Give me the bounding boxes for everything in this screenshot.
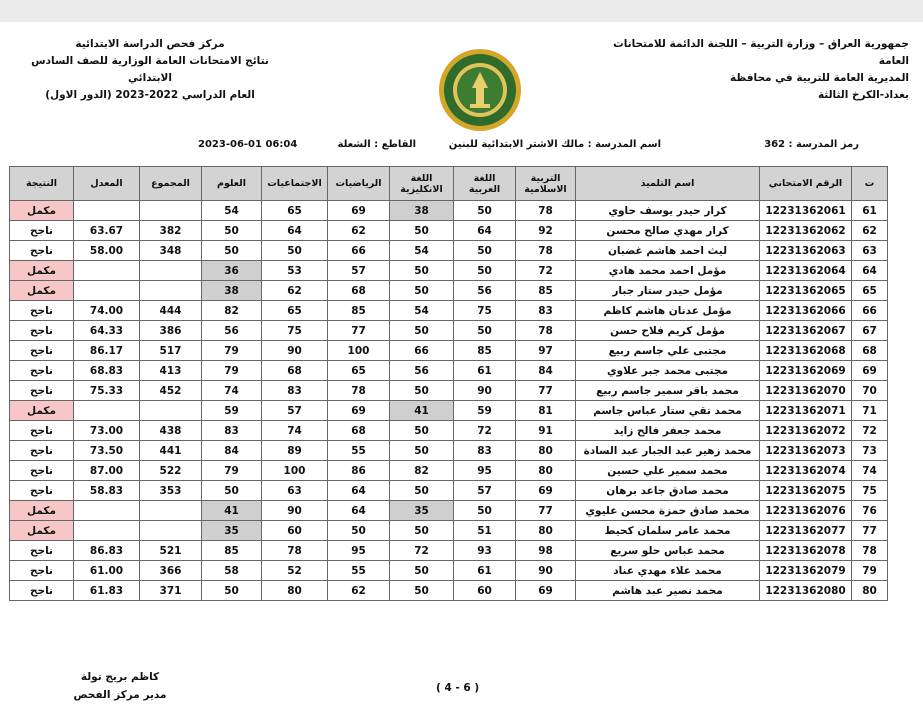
row-number: 69	[852, 361, 888, 381]
total-score: 386	[140, 321, 202, 341]
total-score	[140, 261, 202, 281]
english-score: 50	[390, 381, 454, 401]
islamic-score: 80	[516, 461, 576, 481]
col-header: العلوم	[202, 167, 262, 201]
islamic-score: 98	[516, 541, 576, 561]
exam-number: 12231362069	[760, 361, 852, 381]
social-score: 75	[262, 321, 328, 341]
average-score: 75.33	[74, 381, 140, 401]
arabic-score: 59	[454, 401, 516, 421]
average-score: 58.83	[74, 481, 140, 501]
english-score: 41	[390, 401, 454, 421]
average-score: 87.00	[74, 461, 140, 481]
english-score: 50	[390, 581, 454, 601]
row-number: 80	[852, 581, 888, 601]
result-status: ناجح	[10, 361, 74, 381]
student-name: محمد تقي ستار عباس جاسم	[576, 401, 760, 421]
science-score: 50	[202, 581, 262, 601]
row-number: 62	[852, 221, 888, 241]
row-number: 71	[852, 401, 888, 421]
arabic-score: 93	[454, 541, 516, 561]
math-score: 65	[328, 361, 390, 381]
result-status: ناجح	[10, 461, 74, 481]
total-score: 371	[140, 581, 202, 601]
row-number: 61	[852, 201, 888, 221]
arabic-score: 85	[454, 341, 516, 361]
social-score: 60	[262, 521, 328, 541]
exam-number: 12231362074	[760, 461, 852, 481]
student-name: مؤمل كريم فلاح حسن	[576, 321, 760, 341]
average-score	[74, 201, 140, 221]
result-status: مكمل	[10, 281, 74, 301]
total-score: 366	[140, 561, 202, 581]
student-name: مجتبى علي جاسم ربيع	[576, 341, 760, 361]
english-score: 54	[390, 301, 454, 321]
average-score	[74, 401, 140, 421]
student-name: كرار مهدي صالح محسن	[576, 221, 760, 241]
average-score: 68.83	[74, 361, 140, 381]
social-score: 83	[262, 381, 328, 401]
exam-number: 12231362071	[760, 401, 852, 421]
islamic-score: 80	[516, 521, 576, 541]
exam-number: 12231362061	[760, 201, 852, 221]
total-score	[140, 201, 202, 221]
arabic-score: 75	[454, 301, 516, 321]
science-score: 83	[202, 421, 262, 441]
average-score: 86.83	[74, 541, 140, 561]
col-header: الاجتماعيات	[262, 167, 328, 201]
english-score: 50	[390, 281, 454, 301]
arabic-score: 57	[454, 481, 516, 501]
math-score: 69	[328, 201, 390, 221]
english-score: 54	[390, 241, 454, 261]
result-status: ناجح	[10, 321, 74, 341]
student-name: محمد جعفر فالح زايد	[576, 421, 760, 441]
table-row	[10, 281, 888, 301]
islamic-score: 80	[516, 441, 576, 461]
science-score: 79	[202, 341, 262, 361]
exam-number: 12231362079	[760, 561, 852, 581]
header-ministry-block	[609, 36, 909, 104]
science-score: 50	[202, 241, 262, 261]
row-number: 64	[852, 261, 888, 281]
result-status: ناجح	[10, 241, 74, 261]
signature-block	[60, 668, 180, 704]
row-number: 72	[852, 421, 888, 441]
average-score: 61.00	[74, 561, 140, 581]
signer-title: مدير مركز الفحص	[73, 689, 167, 701]
islamic-score: 84	[516, 361, 576, 381]
average-score	[74, 501, 140, 521]
exam-number: 12231362066	[760, 301, 852, 321]
math-score: 86	[328, 461, 390, 481]
exam-number: 12231362065	[760, 281, 852, 301]
result-status: ناجح	[10, 561, 74, 581]
exam-number: 12231362070	[760, 381, 852, 401]
science-score: 41	[202, 501, 262, 521]
row-number: 65	[852, 281, 888, 301]
islamic-score: 81	[516, 401, 576, 421]
exam-number: 12231362077	[760, 521, 852, 541]
arabic-score: 95	[454, 461, 516, 481]
science-score: 50	[202, 221, 262, 241]
science-score: 59	[202, 401, 262, 421]
student-name: مؤمل حيدر ستار جبار	[576, 281, 760, 301]
exam-number: 12231362080	[760, 581, 852, 601]
result-status: مكمل	[10, 201, 74, 221]
science-score: 56	[202, 321, 262, 341]
table-row	[10, 481, 888, 501]
english-score: 50	[390, 441, 454, 461]
social-score: 52	[262, 561, 328, 581]
average-score: 61.83	[74, 581, 140, 601]
arabic-score: 83	[454, 441, 516, 461]
arabic-score: 60	[454, 581, 516, 601]
math-score: 95	[328, 541, 390, 561]
science-score: 36	[202, 261, 262, 281]
col-header: التربية الاسلامية	[516, 167, 576, 201]
social-score: 68	[262, 361, 328, 381]
result-status: ناجح	[10, 481, 74, 501]
science-score: 84	[202, 441, 262, 461]
total-score: 522	[140, 461, 202, 481]
english-score: 35	[390, 501, 454, 521]
science-score: 35	[202, 521, 262, 541]
student-name: محمد زهير عبد الجبار عبد السادة	[576, 441, 760, 461]
islamic-score: 77	[516, 501, 576, 521]
total-score: 348	[140, 241, 202, 261]
average-score: 73.00	[74, 421, 140, 441]
exam-number: 12231362067	[760, 321, 852, 341]
science-score: 82	[202, 301, 262, 321]
social-score: 100	[262, 461, 328, 481]
arabic-score: 50	[454, 241, 516, 261]
math-score: 100	[328, 341, 390, 361]
student-name: محمد سمير علي حسين	[576, 461, 760, 481]
social-score: 63	[262, 481, 328, 501]
english-score: 66	[390, 341, 454, 361]
image-top-margin	[0, 0, 923, 22]
arabic-score: 50	[454, 261, 516, 281]
social-score: 74	[262, 421, 328, 441]
social-score: 57	[262, 401, 328, 421]
science-score: 74	[202, 381, 262, 401]
total-score	[140, 521, 202, 541]
math-score: 57	[328, 261, 390, 281]
row-number: 75	[852, 481, 888, 501]
table-row	[10, 341, 888, 361]
islamic-score: 69	[516, 481, 576, 501]
average-score	[74, 281, 140, 301]
total-score: 438	[140, 421, 202, 441]
table-row	[10, 581, 888, 601]
row-number: 77	[852, 521, 888, 541]
results-table	[9, 166, 888, 601]
english-score: 50	[390, 561, 454, 581]
table-row	[10, 521, 888, 541]
table-row	[10, 501, 888, 521]
average-score: 86.17	[74, 341, 140, 361]
result-status: ناجح	[10, 541, 74, 561]
row-number: 63	[852, 241, 888, 261]
english-score: 38	[390, 201, 454, 221]
student-name: محمد صادق جاعد برهان	[576, 481, 760, 501]
islamic-score: 92	[516, 221, 576, 241]
math-score: 78	[328, 381, 390, 401]
header-directorate-line: المديرية العامة للتربية في محافظة	[730, 72, 909, 84]
row-number: 78	[852, 541, 888, 561]
social-score: 80	[262, 581, 328, 601]
exam-number: 12231362062	[760, 221, 852, 241]
social-score: 90	[262, 501, 328, 521]
result-status: ناجح	[10, 581, 74, 601]
school-name: اسم المدرسة : مالك الاشتر الابتدائية للبنين	[448, 139, 661, 150]
average-score: 73.50	[74, 441, 140, 461]
exam-number: 12231362076	[760, 501, 852, 521]
student-name: مؤمل عدنان هاشم كاظم	[576, 301, 760, 321]
english-score: 50	[390, 421, 454, 441]
col-header: الرقم الامتحاني	[760, 167, 852, 201]
student-name: مؤمل احمد محمد هادي	[576, 261, 760, 281]
exam-number: 12231362063	[760, 241, 852, 261]
english-score: 56	[390, 361, 454, 381]
col-header: اسم التلميذ	[576, 167, 760, 201]
average-score: 58.00	[74, 241, 140, 261]
result-status: ناجح	[10, 341, 74, 361]
average-score	[74, 261, 140, 281]
islamic-score: 90	[516, 561, 576, 581]
math-score: 77	[328, 321, 390, 341]
total-score	[140, 401, 202, 421]
row-number: 67	[852, 321, 888, 341]
islamic-score: 97	[516, 341, 576, 361]
social-score: 65	[262, 201, 328, 221]
col-header: اللغة العربية	[454, 167, 516, 201]
header-region-line: بغداد-الكرخ الثالثة	[817, 89, 909, 101]
arabic-score: 90	[454, 381, 516, 401]
total-score: 444	[140, 301, 202, 321]
math-score: 69	[328, 401, 390, 421]
islamic-score: 83	[516, 301, 576, 321]
islamic-score: 78	[516, 201, 576, 221]
social-score: 64	[262, 221, 328, 241]
table-row	[10, 201, 888, 221]
student-name: كرار حيدر يوسف حاوي	[576, 201, 760, 221]
result-status: ناجح	[10, 441, 74, 461]
islamic-score: 77	[516, 381, 576, 401]
arabic-score: 51	[454, 521, 516, 541]
table-row	[10, 261, 888, 281]
total-score: 521	[140, 541, 202, 561]
math-score: 85	[328, 301, 390, 321]
col-header: اللغة الانكليزية	[390, 167, 454, 201]
english-score: 50	[390, 321, 454, 341]
arabic-score: 50	[454, 501, 516, 521]
student-name: محمد باقر سمير جاسم ربيع	[576, 381, 760, 401]
header-center-line: مركز فحص الدراسة الابتدائية	[75, 38, 225, 50]
row-number: 70	[852, 381, 888, 401]
social-score: 90	[262, 341, 328, 361]
math-score: 68	[328, 281, 390, 301]
student-name: محمد عباس حلو سريع	[576, 541, 760, 561]
islamic-score: 78	[516, 241, 576, 261]
table-row	[10, 381, 888, 401]
math-score: 62	[328, 221, 390, 241]
table-row	[10, 541, 888, 561]
ministry-seal-logo	[438, 48, 522, 132]
school-code: رمز المدرسة : 362	[764, 139, 859, 150]
total-score	[140, 501, 202, 521]
arabic-score: 56	[454, 281, 516, 301]
math-score: 50	[328, 521, 390, 541]
row-number: 66	[852, 301, 888, 321]
english-score: 72	[390, 541, 454, 561]
print-datetime: 2023-06-01 06:04	[198, 139, 298, 150]
arabic-score: 72	[454, 421, 516, 441]
row-number: 79	[852, 561, 888, 581]
islamic-score: 91	[516, 421, 576, 441]
student-name: محمد صادق حمزة محسن عليوي	[576, 501, 760, 521]
result-status: مكمل	[10, 261, 74, 281]
english-score: 50	[390, 481, 454, 501]
table-row	[10, 461, 888, 481]
student-name: مجتبى محمد جبر علاوي	[576, 361, 760, 381]
col-header: ت	[852, 167, 888, 201]
average-score	[74, 521, 140, 541]
col-header: المجموع	[140, 167, 202, 201]
row-number: 68	[852, 341, 888, 361]
islamic-score: 78	[516, 321, 576, 341]
result-status: مكمل	[10, 521, 74, 541]
arabic-score: 50	[454, 321, 516, 341]
science-score: 54	[202, 201, 262, 221]
science-score: 79	[202, 461, 262, 481]
table-row	[10, 561, 888, 581]
average-score: 74.00	[74, 301, 140, 321]
arabic-score: 64	[454, 221, 516, 241]
average-score: 64.33	[74, 321, 140, 341]
islamic-score: 85	[516, 281, 576, 301]
page-number: ( 4 - 6 )	[436, 682, 480, 694]
row-number: 74	[852, 461, 888, 481]
row-number: 76	[852, 501, 888, 521]
science-score: 58	[202, 561, 262, 581]
arabic-score: 61	[454, 561, 516, 581]
social-score: 53	[262, 261, 328, 281]
col-header: المعدل	[74, 167, 140, 201]
col-header: الرياضيات	[328, 167, 390, 201]
table-row	[10, 401, 888, 421]
islamic-score: 69	[516, 581, 576, 601]
total-score: 382	[140, 221, 202, 241]
science-score: 85	[202, 541, 262, 561]
result-status: مكمل	[10, 501, 74, 521]
table-header-row	[10, 167, 888, 201]
header-exam-center-block	[30, 36, 270, 104]
math-score: 55	[328, 561, 390, 581]
social-score: 62	[262, 281, 328, 301]
total-score: 517	[140, 341, 202, 361]
arabic-score: 61	[454, 361, 516, 381]
col-header: النتيجة	[10, 167, 74, 201]
table-row	[10, 361, 888, 381]
student-name: ليث احمد هاشم غضبان	[576, 241, 760, 261]
social-score: 78	[262, 541, 328, 561]
islamic-score: 72	[516, 261, 576, 281]
exam-number: 12231362068	[760, 341, 852, 361]
social-score: 50	[262, 241, 328, 261]
social-score: 89	[262, 441, 328, 461]
english-score: 50	[390, 521, 454, 541]
result-status: ناجح	[10, 421, 74, 441]
english-score: 50	[390, 261, 454, 281]
exam-number: 12231362064	[760, 261, 852, 281]
math-score: 62	[328, 581, 390, 601]
total-score: 441	[140, 441, 202, 461]
math-score: 64	[328, 501, 390, 521]
result-status: ناجح	[10, 381, 74, 401]
result-status: ناجح	[10, 301, 74, 321]
math-score: 68	[328, 421, 390, 441]
math-score: 55	[328, 441, 390, 461]
result-status: ناجح	[10, 221, 74, 241]
total-score	[140, 281, 202, 301]
average-score: 63.67	[74, 221, 140, 241]
english-score: 50	[390, 221, 454, 241]
student-name: محمد نصير عبد هاشم	[576, 581, 760, 601]
total-score: 353	[140, 481, 202, 501]
exam-number: 12231362073	[760, 441, 852, 461]
header-year-line: العام الدراسي 2022-2023 (الدور الاول)	[45, 89, 255, 101]
exam-number: 12231362072	[760, 421, 852, 441]
student-name: محمد عامر سلمان كحيط	[576, 521, 760, 541]
science-score: 50	[202, 481, 262, 501]
header-ministry-line: جمهورية العراق – وزارة التربية – اللجنة الدائمة للامتحانات العامة	[613, 38, 909, 67]
math-score: 64	[328, 481, 390, 501]
total-score: 413	[140, 361, 202, 381]
exam-number: 12231362078	[760, 541, 852, 561]
signer-name: كاظم بريج تولة	[80, 671, 160, 683]
social-score: 65	[262, 301, 328, 321]
table-row	[10, 321, 888, 341]
row-number: 73	[852, 441, 888, 461]
science-score: 38	[202, 281, 262, 301]
student-name: محمد علاء مهدي عناد	[576, 561, 760, 581]
table-row	[10, 221, 888, 241]
science-score: 79	[202, 361, 262, 381]
exam-number: 12231362075	[760, 481, 852, 501]
district: القاطع : الشعلة	[337, 139, 416, 150]
math-score: 66	[328, 241, 390, 261]
table-row	[10, 301, 888, 321]
result-status: مكمل	[10, 401, 74, 421]
english-score: 82	[390, 461, 454, 481]
table-row	[10, 441, 888, 461]
total-score: 452	[140, 381, 202, 401]
table-row	[10, 421, 888, 441]
table-row	[10, 241, 888, 261]
header-results-line: نتائج الامتحانات العامة الوزارية للصف السادس الابتدائي	[31, 55, 269, 84]
arabic-score: 50	[454, 201, 516, 221]
